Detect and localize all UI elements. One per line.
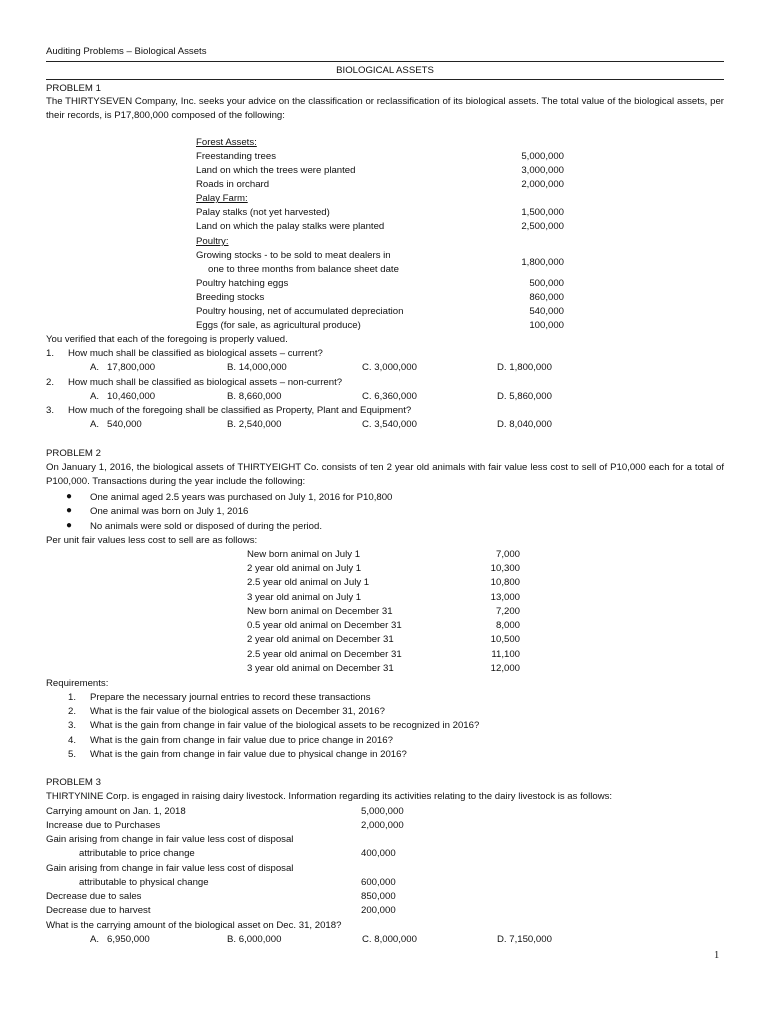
- question-text: What is the carrying amount of the biological asset on Dec. 31, 2018?: [46, 920, 342, 931]
- value-amount: 12,000: [490, 663, 520, 674]
- asset-label: Poultry hatching eggs: [196, 278, 289, 289]
- question-number: 3.: [46, 405, 55, 416]
- requirement-number: 5.: [68, 749, 77, 760]
- asset-amount: 2,500,000: [521, 221, 564, 232]
- value-label: 2.5 year old animal on December 31: [247, 649, 402, 660]
- value-label: New born animal on July 1: [247, 549, 361, 560]
- bullet-item: One animal aged 2.5 years was purchased on July 1, 2016 for P10,800: [90, 492, 393, 503]
- value-amount: 13,000: [490, 592, 520, 603]
- item-amount: 200,000: [361, 905, 396, 916]
- asset-amount: 500,000: [529, 278, 564, 289]
- choice-c: C. 3,540,000: [362, 419, 417, 430]
- value-label: New born animal on December 31: [247, 606, 393, 617]
- asset-label: Freestanding trees: [196, 151, 276, 162]
- asset-amount: 100,000: [529, 320, 564, 331]
- item-label: Gain arising from change in fair value less cost of disposal: [46, 863, 294, 874]
- asset-label: Breeding stocks: [196, 292, 265, 303]
- choice-a: A. 6,950,000: [90, 934, 150, 945]
- choice-a: A. 10,460,000: [90, 391, 156, 402]
- header-rule: [46, 61, 724, 62]
- requirement-text: What is the gain from change in fair value of the biological assets to be recognized in 2016?: [90, 720, 480, 731]
- choice-d: D. 7,150,000: [497, 934, 552, 945]
- item-label: Increase due to Purchases: [46, 820, 161, 831]
- requirement-number: 2.: [68, 706, 77, 717]
- bullet-item: One animal was born on July 1, 2016: [90, 506, 249, 517]
- problem-1-heading: PROBLEM 1: [46, 83, 101, 94]
- choice-c: C. 6,360,000: [362, 391, 417, 402]
- question-number: 2.: [46, 377, 55, 388]
- question-text: How much of the foregoing shall be classified as Property, Plant and Equipment?: [68, 405, 412, 416]
- value-amount: 7,200: [495, 606, 520, 617]
- choice-b: B. 14,000,000: [227, 362, 287, 373]
- bullet-icon: ●: [66, 505, 73, 516]
- choice-b: B. 6,000,000: [227, 934, 282, 945]
- per-unit-label: Per unit fair values less cost to sell are as follows:: [46, 535, 258, 546]
- question-number: 1.: [46, 348, 55, 359]
- asset-amount: 1,500,000: [521, 207, 564, 218]
- problem-1-intro: The THIRTYSEVEN Company, Inc. seeks your advice on the classification or reclassification of its biological assets. The total value of the biological assets, per their records, is P17,800,000 composed of the following:: [46, 96, 724, 122]
- forest-assets-heading: Forest Assets:: [196, 137, 257, 148]
- asset-label: Roads in orchard: [196, 179, 270, 190]
- bullet-icon: ●: [66, 491, 73, 502]
- question-text: How much shall be classified as biological assets – non-current?: [68, 377, 343, 388]
- value-label: 3 year old animal on December 31: [247, 663, 394, 674]
- verification-note: You verified that each of the foregoing is properly valued.: [46, 334, 288, 345]
- palay-farm-heading: Palay Farm:: [196, 193, 248, 204]
- asset-amount: 2,000,000: [521, 179, 564, 190]
- item-amount: 400,000: [361, 848, 396, 859]
- asset-label: Palay stalks (not yet harvested): [196, 207, 330, 218]
- item-label: Gain arising from change in fair value less cost of disposal: [46, 834, 294, 845]
- choice-d: D. 1,800,000: [497, 362, 552, 373]
- value-amount: 7,000: [495, 549, 520, 560]
- value-amount: 11,100: [491, 649, 520, 660]
- page-number: 1: [714, 950, 720, 961]
- choice-c: C. 3,000,000: [362, 362, 417, 373]
- problem-3-heading: PROBLEM 3: [46, 777, 101, 788]
- value-amount: 10,300: [490, 563, 520, 574]
- asset-amount: 5,000,000: [521, 151, 564, 162]
- value-amount: 10,500: [490, 634, 520, 645]
- item-amount: 2,000,000: [361, 820, 404, 831]
- requirements-heading: Requirements:: [46, 678, 109, 689]
- requirement-text: What is the fair value of the biological assets on December 31, 2016?: [90, 706, 385, 717]
- problem-2-heading: PROBLEM 2: [46, 448, 101, 459]
- requirement-number: 1.: [68, 692, 77, 703]
- asset-label: Poultry housing, net of accumulated depreciation: [196, 306, 404, 317]
- asset-amount: 1,800,000: [521, 257, 564, 268]
- asset-amount: 3,000,000: [521, 165, 564, 176]
- title-rule: [46, 79, 724, 80]
- problem-2-intro: On January 1, 2016, the biological assets of THIRTYEIGHT Co. consists of ten 2 year old animals with fair value less cost to sell of P10,000 each for a total of P100,000. Transactions during the year include the following:: [46, 462, 724, 488]
- asset-amount: 540,000: [529, 306, 564, 317]
- item-label-continued: attributable to price change: [79, 848, 195, 859]
- asset-amount: 860,000: [529, 292, 564, 303]
- choice-d: D. 5,860,000: [497, 391, 552, 402]
- question-text: How much shall be classified as biological assets – current?: [68, 348, 323, 359]
- requirement-text: What is the gain from change in fair value due to physical change in 2016?: [90, 749, 407, 760]
- item-label-continued: attributable to physical change: [79, 877, 209, 888]
- bullet-item: No animals were sold or disposed of during the period.: [90, 521, 322, 532]
- requirement-text: Prepare the necessary journal entries to record these transactions: [90, 692, 371, 703]
- item-label: Decrease due to harvest: [46, 905, 151, 916]
- choice-a: A. 17,800,000: [90, 362, 156, 373]
- bullet-icon: ●: [66, 520, 73, 531]
- item-amount: 600,000: [361, 877, 396, 888]
- asset-label: Eggs (for sale, as agricultural produce): [196, 320, 361, 331]
- poultry-heading: Poultry:: [196, 236, 229, 247]
- asset-label: Land on which the palay stalks were planted: [196, 221, 385, 232]
- value-label: 0.5 year old animal on December 31: [247, 620, 402, 631]
- value-label: 3 year old animal on July 1: [247, 592, 362, 603]
- choice-b: B. 8,660,000: [227, 391, 282, 402]
- problem-3-intro: THIRTYNINE Corp. is engaged in raising dairy livestock. Information regarding its activities relating to the dairy livestock is as follows:: [46, 791, 613, 802]
- item-amount: 5,000,000: [361, 806, 404, 817]
- document-title: BIOLOGICAL ASSETS: [336, 65, 434, 76]
- choice-a: A. 540,000: [90, 419, 142, 430]
- choice-d: D. 8,040,000: [497, 419, 552, 430]
- item-label: Carrying amount on Jan. 1, 2018: [46, 806, 186, 817]
- requirement-number: 4.: [68, 735, 77, 746]
- value-label: 2 year old animal on December 31: [247, 634, 394, 645]
- value-amount: 8,000: [495, 620, 520, 631]
- choice-b: B. 2,540,000: [227, 419, 282, 430]
- value-amount: 10,800: [490, 577, 520, 588]
- asset-label: Growing stocks - to be sold to meat dealers in: [196, 250, 391, 261]
- item-label: Decrease due to sales: [46, 891, 142, 902]
- asset-label-continued: one to three months from balance sheet date: [208, 264, 399, 275]
- item-amount: 850,000: [361, 891, 396, 902]
- requirement-number: 3.: [68, 720, 77, 731]
- value-label: 2.5 year old animal on July 1: [247, 577, 370, 588]
- requirement-text: What is the gain from change in fair value due to price change in 2016?: [90, 735, 393, 746]
- value-label: 2 year old animal on July 1: [247, 563, 362, 574]
- running-header: Auditing Problems – Biological Assets: [46, 46, 207, 57]
- choice-c: C. 8,000,000: [362, 934, 417, 945]
- asset-label: Land on which the trees were planted: [196, 165, 356, 176]
